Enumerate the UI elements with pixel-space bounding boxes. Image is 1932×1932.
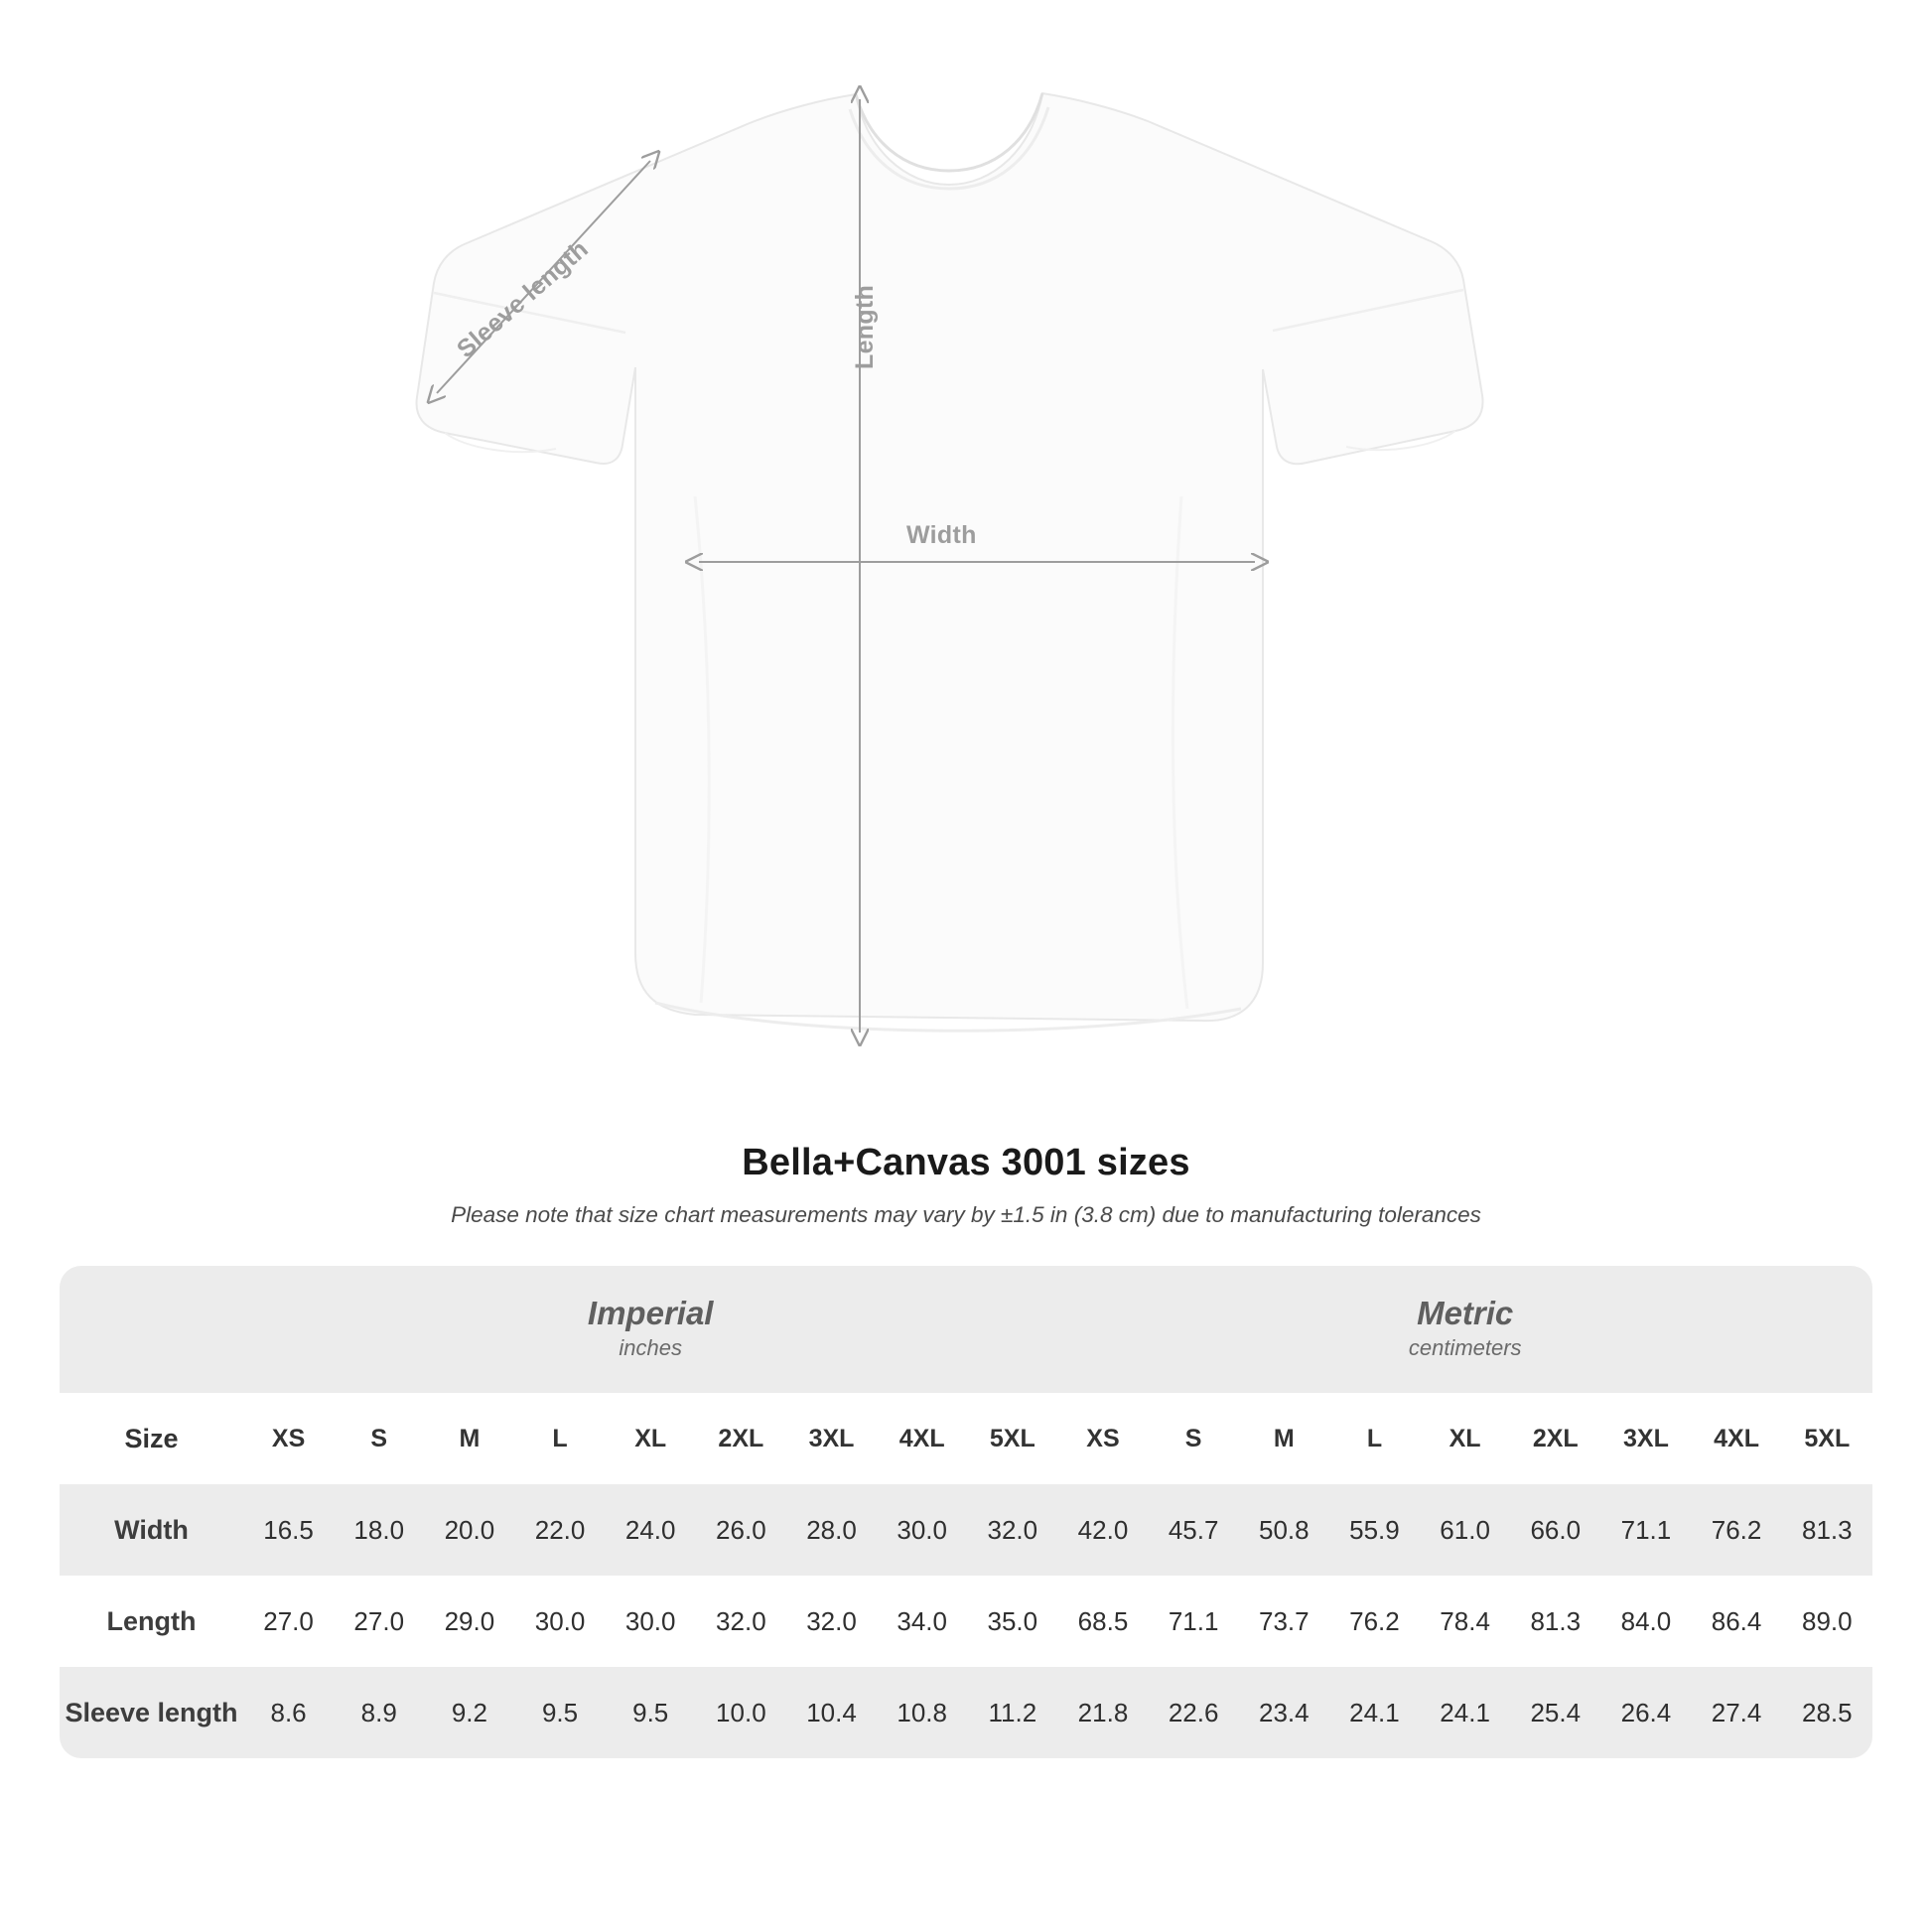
cell-width-metric-l: 55.9 [1329, 1484, 1420, 1576]
size-header-imperial-xl: XL [606, 1393, 696, 1484]
width-label: Width [906, 521, 977, 549]
page-title: Bella+Canvas 3001 sizes [742, 1142, 1190, 1183]
length-label: Length [851, 284, 879, 369]
cell-length-imperial-xs: 27.0 [243, 1576, 334, 1667]
table-row [60, 1667, 1872, 1758]
table-row [60, 1576, 1872, 1667]
cell-sleeve-metric-s: 22.6 [1149, 1667, 1239, 1758]
cell-length-metric-l: 76.2 [1329, 1576, 1420, 1667]
cell-sleeve-metric-m: 23.4 [1239, 1667, 1329, 1758]
unit-group-imperial-name: Imperial [587, 1294, 714, 1331]
size-header-imperial-s: S [334, 1393, 424, 1484]
cell-width-metric-5xl: 81.3 [1782, 1484, 1872, 1576]
cell-length-metric-2xl: 81.3 [1510, 1576, 1600, 1667]
cell-width-imperial-xl: 24.0 [606, 1484, 696, 1576]
size-header-metric-3xl: 3XL [1600, 1393, 1691, 1484]
cell-length-metric-xs: 68.5 [1057, 1576, 1148, 1667]
cell-sleeve-imperial-5xl: 11.2 [967, 1667, 1057, 1758]
size-header-metric-2xl: 2XL [1510, 1393, 1600, 1484]
size-header-metric-5xl: 5XL [1782, 1393, 1872, 1484]
cell-width-metric-4xl: 76.2 [1692, 1484, 1782, 1576]
cell-sleeve-metric-5xl: 28.5 [1782, 1667, 1872, 1758]
unit-group-metric-sub: centimeters [1408, 1335, 1522, 1361]
cell-width-imperial-4xl: 30.0 [877, 1484, 967, 1576]
size-header-imperial-3xl: 3XL [786, 1393, 877, 1484]
cell-width-metric-s: 45.7 [1149, 1484, 1239, 1576]
cell-sleeve-metric-4xl: 27.4 [1692, 1667, 1782, 1758]
cell-sleeve-metric-3xl: 26.4 [1600, 1667, 1691, 1758]
size-header-imperial-5xl: 5XL [967, 1393, 1057, 1484]
cell-sleeve-imperial-xs: 8.6 [243, 1667, 334, 1758]
cell-sleeve-imperial-l: 9.5 [514, 1667, 605, 1758]
cell-length-imperial-3xl: 32.0 [786, 1576, 877, 1667]
cell-width-metric-3xl: 71.1 [1600, 1484, 1691, 1576]
size-header-imperial-m: M [424, 1393, 514, 1484]
unit-group-metric-name: Metric [1417, 1294, 1514, 1331]
unit-group-imperial-sub: inches [619, 1335, 682, 1361]
title-block [0, 1142, 1932, 1228]
sleeve-length-label: Sleeve length [452, 234, 594, 364]
row-label-sleeve-length: Sleeve length [60, 1667, 243, 1758]
unit-group-metric [1057, 1266, 1872, 1393]
cell-length-imperial-2xl: 32.0 [696, 1576, 786, 1667]
cell-sleeve-metric-xl: 24.1 [1420, 1667, 1510, 1758]
unit-group-imperial [243, 1266, 1057, 1393]
cell-sleeve-metric-2xl: 25.4 [1510, 1667, 1600, 1758]
row-label-width: Width [60, 1484, 243, 1576]
tolerance-note: Please note that size chart measurements may vary by ±1.5 in (3.8 cm) due to manufacturing tolerances [451, 1202, 1481, 1227]
cell-sleeve-metric-xs: 21.8 [1057, 1667, 1148, 1758]
size-header-imperial-4xl: 4XL [877, 1393, 967, 1484]
size-header-row [60, 1393, 1872, 1484]
size-header-metric-l: L [1329, 1393, 1420, 1484]
cell-width-imperial-xs: 16.5 [243, 1484, 334, 1576]
cell-width-imperial-3xl: 28.0 [786, 1484, 877, 1576]
cell-length-metric-xl: 78.4 [1420, 1576, 1510, 1667]
cell-length-metric-4xl: 86.4 [1692, 1576, 1782, 1667]
unit-header-spacer [60, 1266, 243, 1393]
row-label-length: Length [60, 1576, 243, 1667]
cell-sleeve-imperial-xl: 9.5 [606, 1667, 696, 1758]
cell-width-imperial-s: 18.0 [334, 1484, 424, 1576]
cell-sleeve-imperial-s: 8.9 [334, 1667, 424, 1758]
cell-sleeve-imperial-4xl: 10.8 [877, 1667, 967, 1758]
cell-length-imperial-xl: 30.0 [606, 1576, 696, 1667]
cell-length-imperial-5xl: 35.0 [967, 1576, 1057, 1667]
cell-length-imperial-s: 27.0 [334, 1576, 424, 1667]
cell-width-imperial-l: 22.0 [514, 1484, 605, 1576]
size-header-imperial-l: L [514, 1393, 605, 1484]
cell-width-imperial-5xl: 32.0 [967, 1484, 1057, 1576]
cell-length-metric-s: 71.1 [1149, 1576, 1239, 1667]
size-header-metric-m: M [1239, 1393, 1329, 1484]
table-row [60, 1484, 1872, 1576]
cell-length-imperial-l: 30.0 [514, 1576, 605, 1667]
cell-sleeve-imperial-m: 9.2 [424, 1667, 514, 1758]
size-header-metric-xl: XL [1420, 1393, 1510, 1484]
cell-sleeve-imperial-3xl: 10.4 [786, 1667, 877, 1758]
cell-width-metric-m: 50.8 [1239, 1484, 1329, 1576]
cell-length-imperial-m: 29.0 [424, 1576, 514, 1667]
size-table-wrapper [60, 1266, 1872, 1758]
size-header-metric-s: S [1149, 1393, 1239, 1484]
size-table [60, 1266, 1872, 1758]
unit-header-row [60, 1266, 1872, 1393]
size-header-metric-xs: XS [1057, 1393, 1148, 1484]
size-header-label: Size [60, 1393, 243, 1484]
size-header-metric-4xl: 4XL [1692, 1393, 1782, 1484]
size-header-imperial-xs: XS [243, 1393, 334, 1484]
cell-length-metric-3xl: 84.0 [1600, 1576, 1691, 1667]
cell-sleeve-metric-l: 24.1 [1329, 1667, 1420, 1758]
cell-length-metric-5xl: 89.0 [1782, 1576, 1872, 1667]
cell-length-imperial-4xl: 34.0 [877, 1576, 967, 1667]
size-header-imperial-2xl: 2XL [696, 1393, 786, 1484]
cell-width-imperial-m: 20.0 [424, 1484, 514, 1576]
cell-length-metric-m: 73.7 [1239, 1576, 1329, 1667]
cell-width-imperial-2xl: 26.0 [696, 1484, 786, 1576]
cell-width-metric-xs: 42.0 [1057, 1484, 1148, 1576]
cell-width-metric-xl: 61.0 [1420, 1484, 1510, 1576]
cell-width-metric-2xl: 66.0 [1510, 1484, 1600, 1576]
cell-sleeve-imperial-2xl: 10.0 [696, 1667, 786, 1758]
